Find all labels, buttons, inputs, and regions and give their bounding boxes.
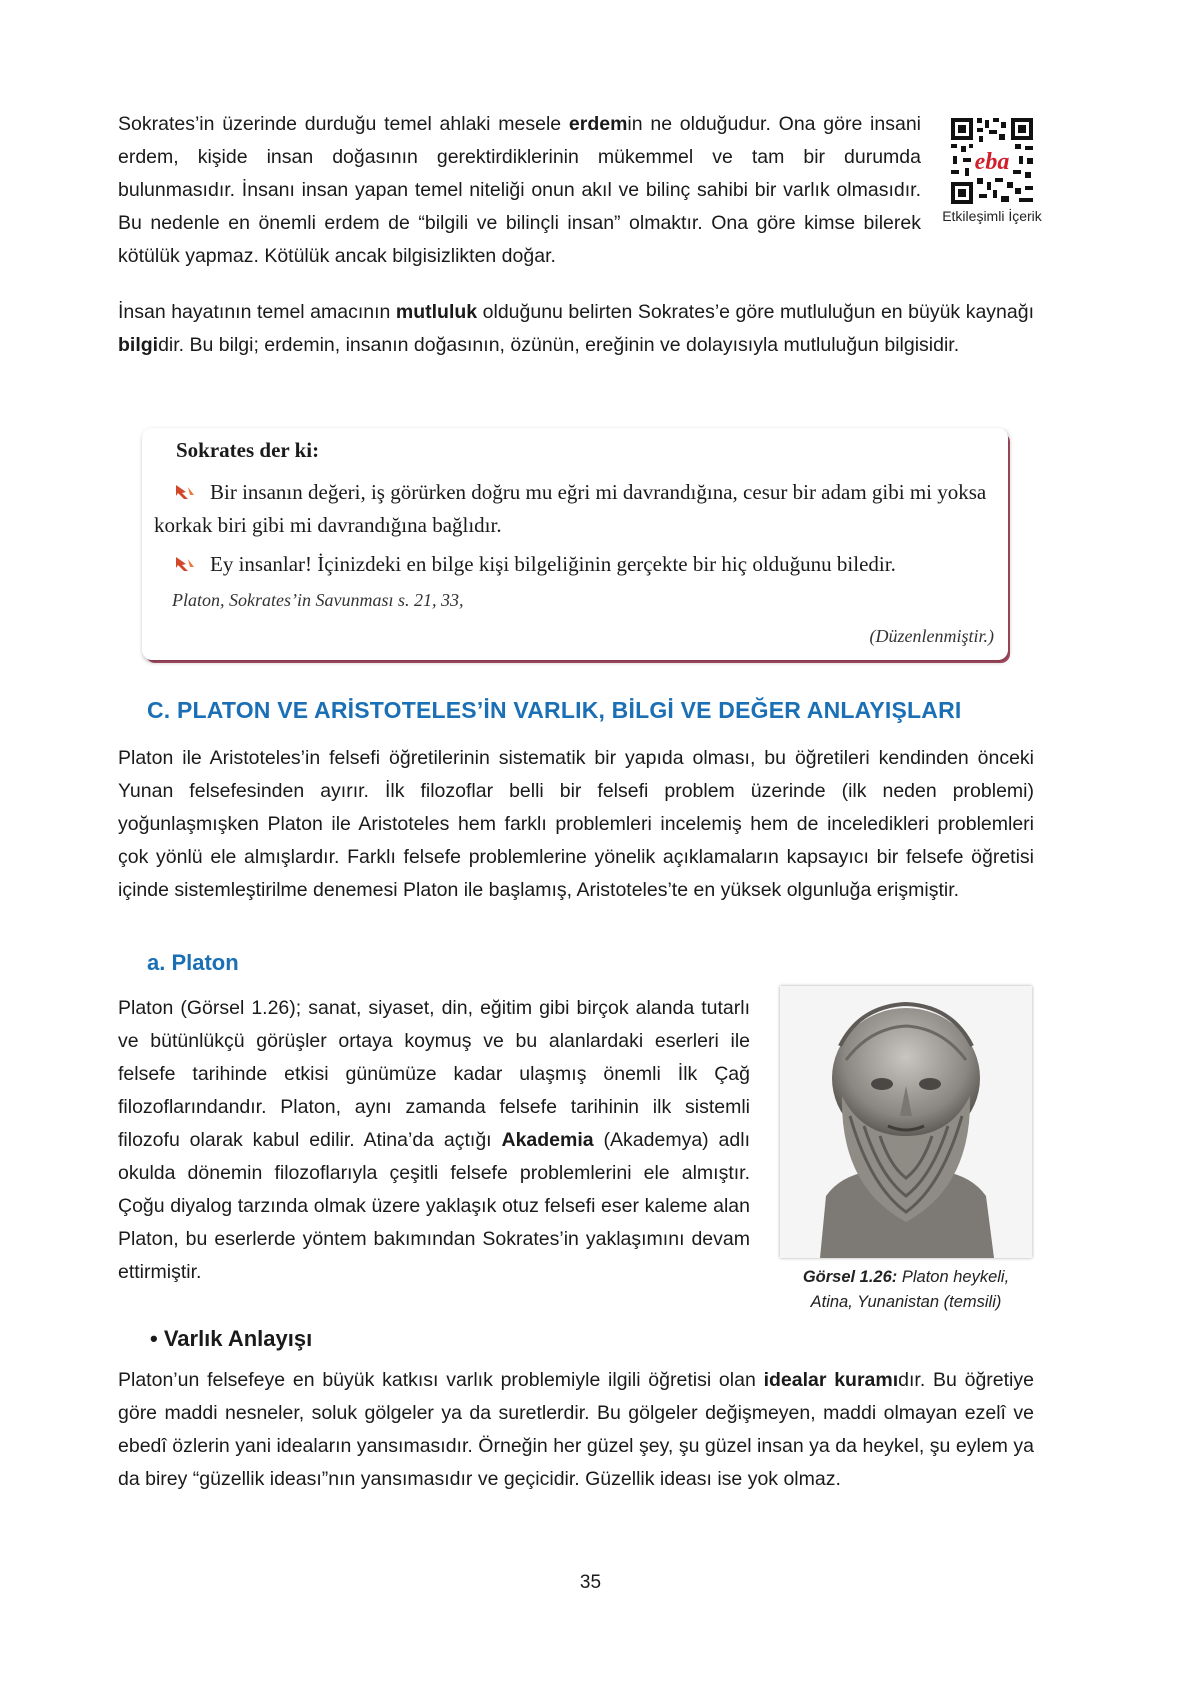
text: olduğunu belirten Sokrates’e göre mutluluğun en büyük kaynağı [477, 301, 1034, 323]
arrow-bullet-icon [174, 483, 196, 501]
subheading-varlik-anlayisi: • Varlık Anlayışı [150, 1326, 313, 1351]
section-intro-paragraph: Platon ile Aristoteles’in felsefi öğretilerinin sistematik bir yapıda olması, bu öğretileri kendinden önceki Yunan felsefesinden ayırır. İlk filozoflar belli bir felsefi problem üzerinde (ilk neden problemi) yoğunlaşmışken Platon ile Aristoteles hem farklı problemleri incelemiş hem de inceledikleri problemleri çok yönlü ele almışlardır. Farklı felsefe problemlerine yönelik açıklamaların kapsayıcı bir felsefe öğretisi içinde sistemleştirilme denemesi Platon ile başlamış, Aristoteles’te en yüksek olgunluğa erişmiştir. [118, 747, 1034, 901]
figure-caption [780, 1265, 1032, 1315]
qr-code-icon[interactable] [949, 116, 1035, 206]
section-title: C. PLATON VE ARİSTOTELES’İN VARLIK, BİLGİ VE DEĞER ANLAYIŞLARI [147, 697, 962, 723]
term-bilgi: bilgi [118, 334, 159, 356]
quote-text: Ey insanlar! İçinizdeki en bilge kişi bilgeliğinin gerçekte bir hiç olduğunu biledir. [210, 552, 896, 576]
text: (Akademya) adlı okulda dönemin filozoflarıyla çeşitli felsefe problemlerini ele almıştır. Çoğu diyalog tarzında olmak üzere yaklaşık otuz felsefi eser kaleme alan Platon, bu eserlerde yöntem bakımından Sokrates’in yaklaşımını devam ettirmiştir. [118, 1129, 750, 1283]
quote-item [154, 548, 994, 581]
text: İnsan hayatının temel amacının [118, 301, 396, 323]
intro-paragraph [118, 108, 921, 273]
platon-bust-image [780, 986, 1032, 1258]
page-number: 35 [579, 1572, 602, 1593]
text: dır. Bu öğretiye göre maddi nesneler, soluk gölgeler ya da suretlerdir. Bu gölgeler değişmeyen, maddi olmayan ezelî ve ebedî özlerin yani ideaların yansımasıdır. Örneğin her güzel şey, şu güzel insan ya da heykel, şu eylem ya da birey “güzellik ideası”nın yansımasıdır ve geçicidir. Güzellik ideası ise yok olmaz. [118, 1369, 1034, 1490]
quote-box [142, 428, 1008, 660]
term-akademia: Akademia [501, 1129, 594, 1151]
text: Platon (Görsel 1.26); sanat, siyaset, din, eğitim gibi birçok alanda tutarlı ve bütünlükçü görüşler ortaya koymuş ve bu alanlardaki eserleri ile felsefe tarihinde etkisi günümüze kadar ulaşmış önemli İlk Çağ filozoflarındandır. Platon, aynı zamanda felsefe tarihinin ilk sistemli filozofu olarak kabul edilir. Atina’da açtığı [118, 997, 750, 1151]
intro-text: Sokrates’in üzerinde durduğu temel ahlaki mesele [118, 113, 569, 135]
eba-logo: eba [974, 149, 1010, 175]
quote-edit-note: (Düzenlenmiştir.) [869, 626, 994, 646]
subheading-platon: a. Platon [147, 950, 239, 975]
quote-item [154, 476, 994, 542]
quote-text: Bir insanın değeri, iş görürken doğru mu eğri mi davrandığına, cesur bir adam gibi mi yoksa korkak biri gibi mi davrandığına bağlıdır. [154, 480, 987, 537]
caption-label: Görsel 1.26: [802, 1268, 898, 1286]
platon-paragraph [118, 992, 750, 1289]
qr-label: Etkileşimli İçerik [942, 208, 1042, 224]
arrow-bullet-icon [174, 555, 196, 573]
term-erdem: erdem [568, 113, 628, 135]
term-mutluluk: mutluluk [395, 301, 478, 323]
text: Platon’un felsefeye en büyük katkısı varlık problemiyle ilgili öğretisi olan [118, 1369, 764, 1391]
varlik-paragraph [118, 1364, 1034, 1496]
intro-text-rest: in ne olduğudur. Ona göre insani erdem, kişide insan doğasının gerektirdiklerinin mükemmel ve tam bir durumda bulunmasıdır. İnsanı insan yapan temel niteliği onun akıl ve bilinç sahibi bir varlık olmasıdır. Bu nedenle en önemli erdem de “bilgili ve bilinçli insan” olmaktır. Ona göre kimse bilerek kötülük yapmaz. Kötülük ancak bilgisizlikten doğar. [118, 113, 922, 267]
term-idealar-kurami: idealar kuramı [763, 1369, 899, 1391]
quote-source: Platon, Sokrates’in Savunması s. 21, 33, [172, 590, 464, 610]
quote-title: Sokrates der ki: [176, 438, 320, 462]
text: dir. Bu bilgi; erdemin, insanın doğasının, özünün, ereğinin ve dolayısıyla mutluluğun bilgisidir. [158, 334, 960, 356]
caption-text: Platon heykeli, Atina, Yunanistan (temsili) [810, 1268, 1010, 1311]
happiness-paragraph [118, 296, 1034, 362]
